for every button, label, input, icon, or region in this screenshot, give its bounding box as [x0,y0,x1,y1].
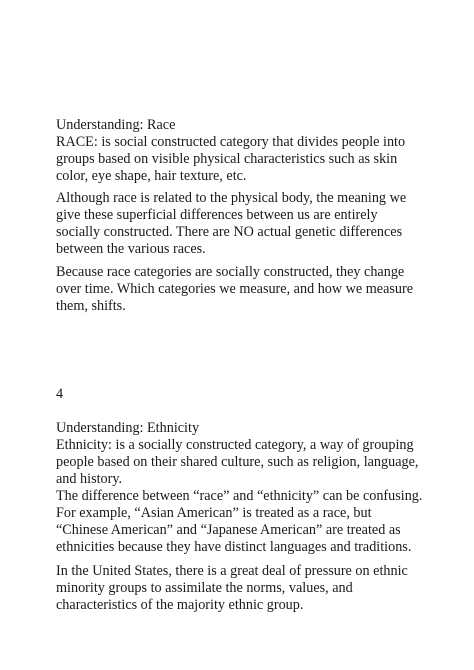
race-definition-line: groups based on visible physical characteristics such as skin [56,151,398,167]
race-paragraph-2 [56,190,474,258]
race-paragraph-2-line: socially constructed. There are NO actual genetic differences [56,224,403,240]
ethnicity-heading: Understanding: Ethnicity [56,420,200,436]
ethnicity-definition-line: “Chinese American” and “Japanese American” are treated as [56,522,401,538]
document-page [56,0,474,670]
race-definition-line: RACE: is social constructed category that divides people into [56,134,406,150]
page-number-block [56,386,474,403]
ethnicity-definition-line: and history. [56,471,123,487]
race-paragraph-2-line: give these superficial differences between us are entirely [56,207,378,223]
ethnicity-paragraph-2 [56,563,474,614]
race-definition-line: color, eye shape, hair texture, etc. [56,168,247,184]
ethnicity-definition-line: The difference between “race” and “ethnicity” can be confusing. [56,488,423,504]
race-paragraph-3-line: them, shifts. [56,298,126,314]
ethnicity-definition-line: people based on their shared culture, such as religion, language, [56,454,419,470]
race-paragraph-3 [56,264,474,315]
race-paragraph-2-line: between the various races. [56,241,206,257]
race-heading-block [56,117,474,185]
page-number: 4 [56,386,64,402]
race-paragraph-2-line: Although race is related to the physical body, the meaning we [56,190,407,206]
ethnicity-paragraph-2-line: characteristics of the majority ethnic group. [56,597,304,613]
ethnicity-paragraph-2-line: In the United States, there is a great deal of pressure on ethnic [56,563,408,579]
race-paragraph-3-line: over time. Which categories we measure, and how we measure [56,281,414,297]
ethnicity-paragraph-2-line: minority groups to assimilate the norms, values, and [56,580,353,596]
ethnicity-definition-line: For example, “Asian American” is treated as a race, but [56,505,372,521]
ethnicity-definition-line: ethnicities because they have distinct languages and traditions. [56,539,412,555]
ethnicity-definition-line: Ethnicity: is a socially constructed category, a way of grouping [56,437,414,453]
race-heading: Understanding: Race [56,117,176,133]
ethnicity-section [56,420,474,556]
race-paragraph-3-line: Because race categories are socially constructed, they change [56,264,405,280]
